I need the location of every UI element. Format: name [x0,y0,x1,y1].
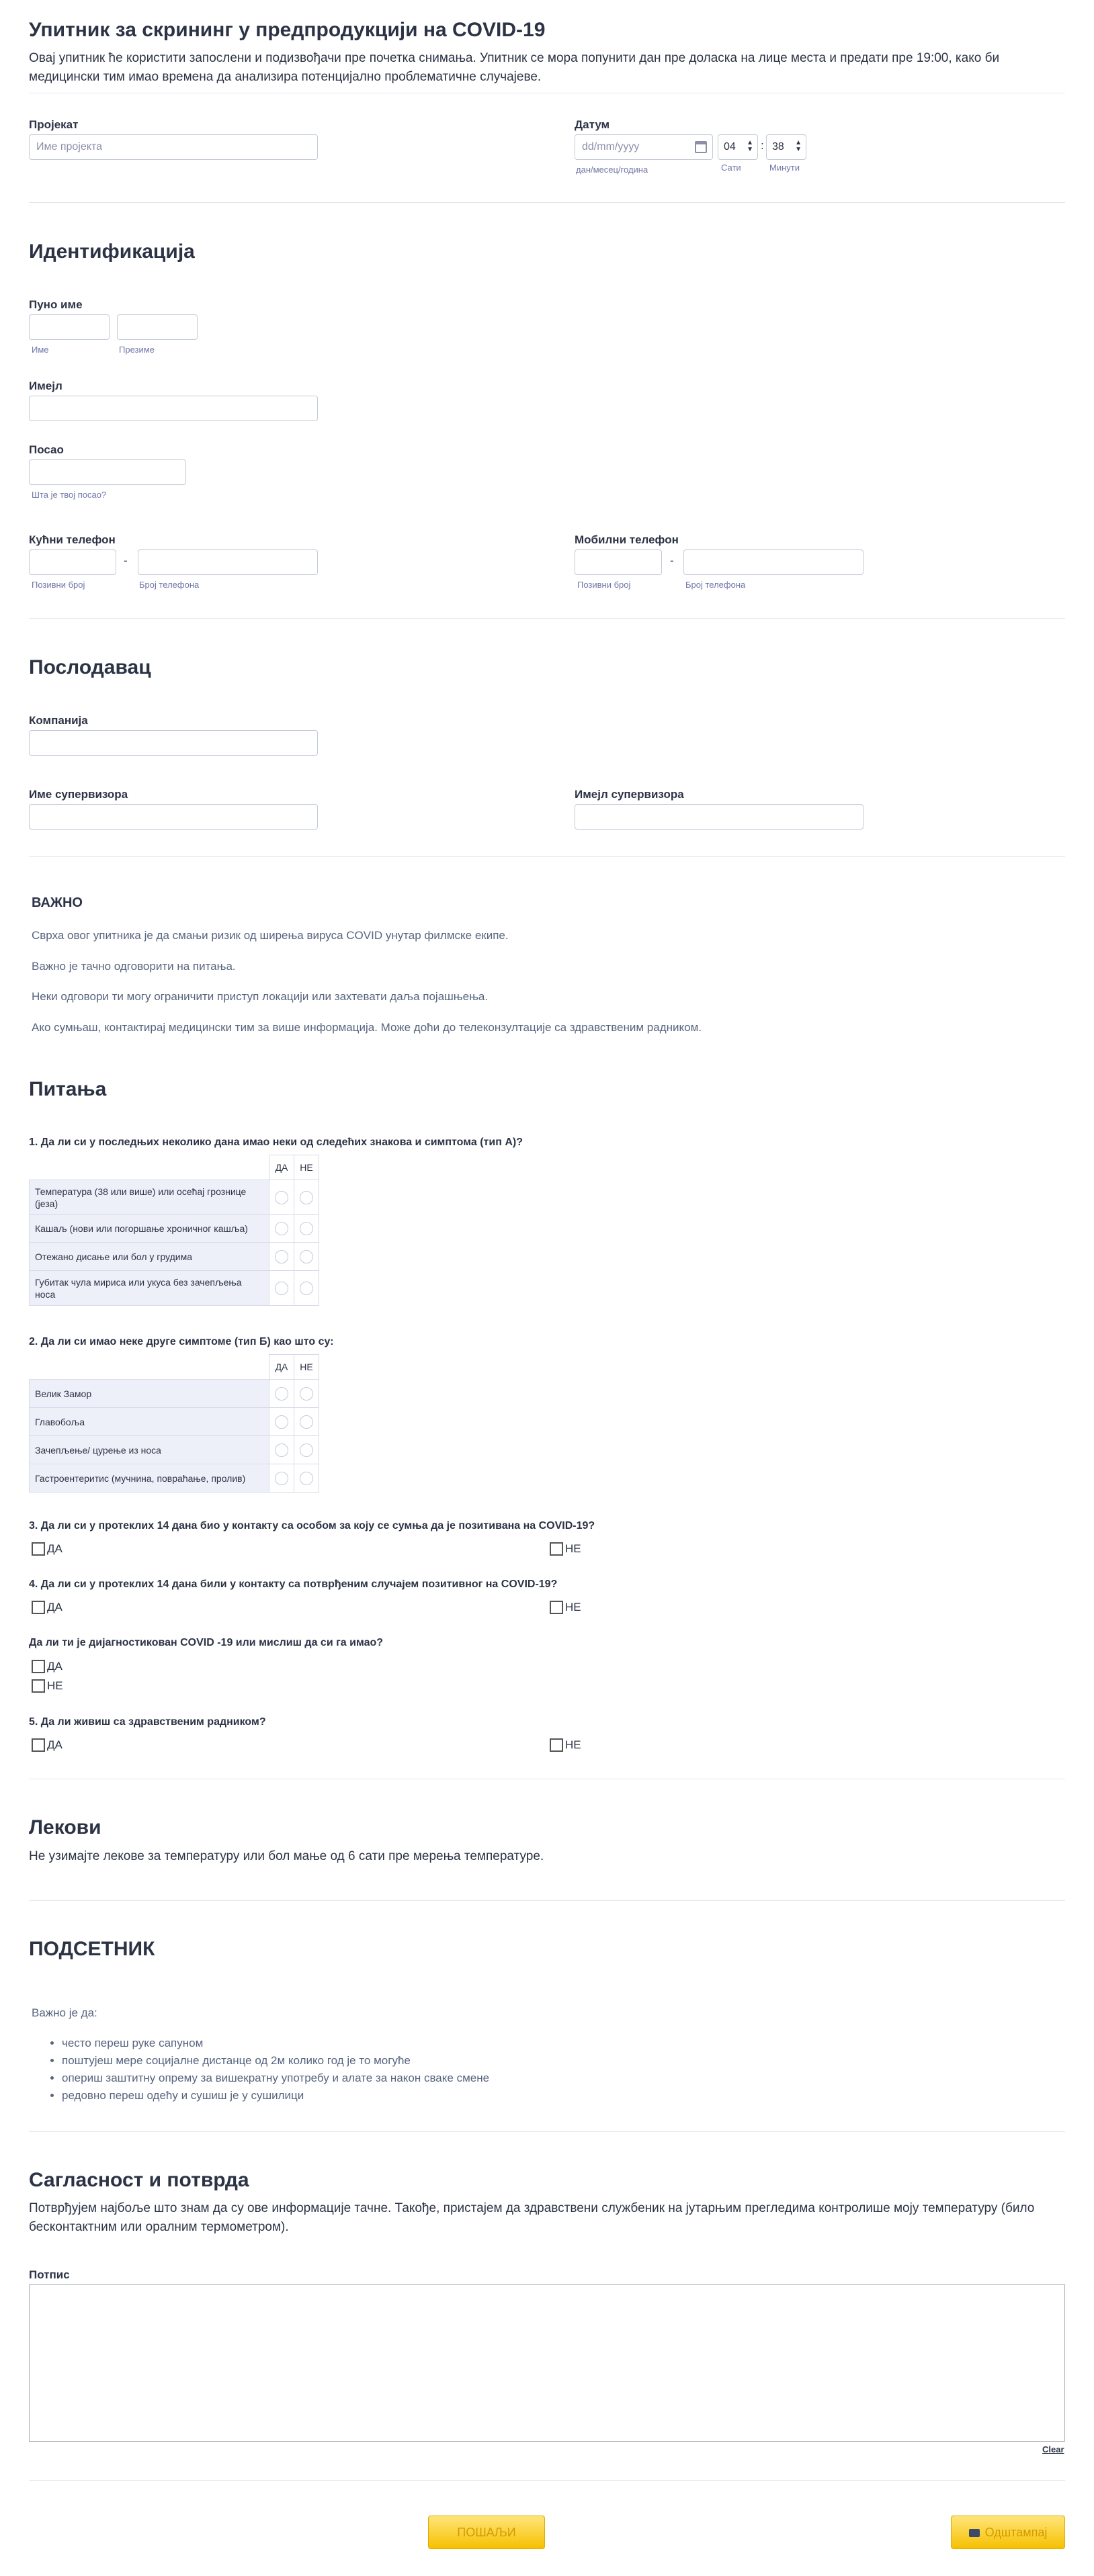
spinner-icon: ▲ ▼ [795,139,802,153]
printer-icon [969,2529,980,2537]
signature-pad[interactable] [29,2284,1065,2442]
job-sublabel: Шта је твој посао? [32,490,107,500]
date-input[interactable] [575,134,713,160]
matrix-column-no: НЕ [294,1155,319,1180]
checkbox-no[interactable] [550,1542,563,1556]
question-4-label: 4. Да ли си у протеклих 14 дана били у контакту са потврђеним случајем позитивног на COVID-19? [29,1579,558,1590]
print-button[interactable] [951,2516,1065,2549]
radio-yes[interactable] [275,1282,288,1295]
full-name-label: Пуно име [29,298,83,311]
important-paragraph: Важно је тачно одговорити на питања. [32,960,236,973]
matrix-column-yes: ДА [269,1155,294,1180]
matrix-row-label: Губитак чула мириса или укуса без зачепљења носа [30,1271,269,1306]
question-3-label: 3. Да ли си у протеклих 14 дана био у контакту са особом за коју се сумња да је позитивана на COVID-19? [29,1520,595,1531]
matrix-column-yes: ДА [269,1355,294,1380]
consent-text: Потврђујем најбоље што знам да су ове информације тачне. Такође, пристајем да здравствени службеник на јутарњим прегледима контролише моју температуру (било бесконтактним или оралним термометром). [29,2201,1035,2234]
minute-select[interactable] [766,134,806,160]
radio-no[interactable] [300,1387,313,1401]
spinner-icon: ▲ ▼ [747,139,753,153]
email-label: Имејл [29,380,62,392]
minute-sublabel: Минути [769,163,800,173]
question-diagnosis-label: Да ли ти је дијагностикован COVID -19 или мислиш да си га имао? [29,1637,384,1648]
company-input[interactable] [29,730,318,756]
important-paragraph: Сврха овог упитника је да смањи ризик од ширења вируса COVID унутар филмске екипе. [32,929,509,942]
job-input[interactable] [29,459,186,485]
radio-yes[interactable] [275,1250,288,1263]
employer-heading: Послодавац [29,656,151,678]
time-separator: : [761,139,764,152]
checkbox-yes[interactable] [32,1601,45,1614]
matrix-row-label: Главобоља [30,1408,269,1436]
supervisor-email-input[interactable] [575,804,864,830]
question-2-matrix [29,1354,319,1493]
minute-value: 38 [772,141,784,152]
question-5-label: 5. Да ли живиш са здравственим радником? [29,1716,266,1728]
checkbox-no-label[interactable]: НЕ [565,1601,581,1613]
radio-no[interactable] [300,1444,313,1457]
divider [29,2131,1065,2132]
checkbox-yes-label[interactable]: ДА [47,1738,62,1751]
question-2-label: 2. Да ли си имао неке друге симптоме (тип Б) као што су: [29,1336,334,1347]
radio-yes[interactable] [275,1222,288,1235]
matrix-row-label: Температура (38 или више) или осећај грознице (језа) [30,1180,269,1215]
reminder-item: • опериш заштитну опрему за вишекратну употребу и алате за након сваке смене [62,2070,489,2087]
reminder-item: • често переш руке сапуном [62,2035,489,2052]
last-name-sublabel: Презиме [119,345,155,355]
radio-yes[interactable] [275,1415,288,1429]
supervisor-name-label: Име супервизора [29,788,128,801]
checkbox-no-label[interactable]: НЕ [47,1679,63,1692]
divider [29,2480,1065,2481]
email-input[interactable] [29,396,318,421]
mobile-area-code-input[interactable] [575,549,662,575]
matrix-row-label: Велик Замор [30,1380,269,1408]
reminder-heading: ПОДСЕТНИК [29,1938,155,1960]
hour-sublabel: Сати [721,163,741,173]
divider [29,1900,1065,1901]
phone-number-sublabel: Број телефона [685,580,746,590]
mobile-phone-input[interactable] [683,549,864,575]
submit-button[interactable]: ПОШАЉИ [428,2516,545,2549]
medicine-text: Не узимајте лекове за температуру или бол мање од 6 сати пре мерења температуре. [29,1849,544,1863]
signature-label: Потпис [29,2268,70,2281]
print-button-label: Одштампај [984,2526,1048,2539]
important-paragraph: Неки одговори ти могу ограничити приступ локацији или захтевати даља појашњења. [32,990,489,1003]
radio-no[interactable] [300,1222,313,1235]
radio-yes[interactable] [275,1472,288,1485]
hour-select[interactable] [718,134,758,160]
first-name-sublabel: Име [32,345,49,355]
reminder-list [48,2035,489,2104]
radio-yes[interactable] [275,1444,288,1457]
radio-yes[interactable] [275,1191,288,1204]
calendar-icon[interactable] [695,141,707,153]
last-name-input[interactable] [117,314,198,340]
checkbox-yes[interactable] [32,1738,45,1752]
phone-number-sublabel: Број телефона [139,580,200,590]
checkbox-yes-label[interactable]: ДА [47,1542,62,1555]
question-1-matrix [29,1155,319,1306]
questions-heading: Питања [29,1078,107,1100]
home-area-code-input[interactable] [29,549,116,575]
matrix-row-label: Кашаљ (нови или погоршање хроничног кашља) [30,1215,269,1243]
matrix-row-label: Зачепљење/ цурење из носа [30,1436,269,1464]
checkbox-no-label[interactable]: НЕ [565,1738,581,1751]
consent-heading: Сагласност и потврда [29,2169,249,2191]
medicine-heading: Лекови [29,1816,101,1838]
question-1-label: 1. Да ли си у последњих неколико дана имао неки од следећих знакова и симптома (тип А)? [29,1137,523,1148]
radio-no[interactable] [300,1282,313,1295]
area-code-sublabel: Позивни број [32,580,85,590]
reminder-intro: Важно је да: [32,2006,97,2019]
divider [29,618,1065,619]
form-title: Упитник за скрининг у предпродукцији на COVID-19 [29,19,546,41]
divider [29,202,1065,203]
important-heading: ВАЖНО [32,895,83,910]
checkbox-no[interactable] [32,1679,45,1693]
radio-yes[interactable] [275,1387,288,1401]
divider [29,856,1065,857]
important-paragraph: Ако сумњаш, контактирај медицински тим за више информација. Може доћи до телеконзултације са здравственим радником. [32,1021,702,1034]
home-phone-label: Кућни телефон [29,533,116,546]
supervisor-name-input[interactable] [29,804,318,830]
checkbox-no[interactable] [550,1601,563,1614]
checkbox-no-label[interactable]: НЕ [565,1542,581,1555]
job-label: Посао [29,443,64,456]
radio-no[interactable] [300,1415,313,1429]
form-description: Овај упитник ће користити запослени и подизвођачи пре почетка снимања. Упитник се мора попунити дан пре доласка на лице места и предати пре 19:00, како би медицински тим имао времена да анализира потенцијално проблематичне случајеве. [29,51,1000,84]
home-phone-input[interactable] [138,549,318,575]
hour-value: 04 [724,141,736,152]
project-input[interactable]: Име пројекта [29,134,318,160]
matrix-column-no: НЕ [294,1355,319,1380]
reminder-item: • поштујеш мере социјалне дистанце од 2м колико год је то могуће [62,2052,489,2070]
radio-no[interactable] [300,1250,313,1263]
radio-no[interactable] [300,1472,313,1485]
matrix-row-label: Гастроентеритис (мучнина, повраћање, пролив) [30,1464,269,1493]
first-name-input[interactable] [29,314,110,340]
date-sublabel: дан/месец/година [576,165,648,175]
identification-heading: Идентификација [29,240,195,263]
reminder-item: • редовно переш одећу и сушиш је у сушилици [62,2087,489,2104]
matrix-row-label: Отежано дисање или бол у грудима [30,1243,269,1271]
project-label: Пројекат [29,118,79,131]
phone-dash: - [124,554,128,567]
phone-dash: - [670,554,674,567]
checkbox-yes-label[interactable]: ДА [47,1601,62,1613]
clear-signature-link[interactable]: Clear [1042,2444,1064,2454]
mobile-phone-label: Мобилни телефон [575,533,679,546]
date-label: Датум [575,118,610,131]
company-label: Компанија [29,714,88,727]
checkbox-yes-label[interactable]: ДА [47,1660,62,1673]
date-placeholder: dd/mm/yyyy [582,141,640,152]
checkbox-no[interactable] [550,1738,563,1752]
area-code-sublabel: Позивни број [577,580,631,590]
radio-no[interactable] [300,1191,313,1204]
checkbox-yes[interactable] [32,1542,45,1556]
checkbox-yes[interactable] [32,1660,45,1673]
supervisor-email-label: Имејл супервизора [575,788,684,801]
